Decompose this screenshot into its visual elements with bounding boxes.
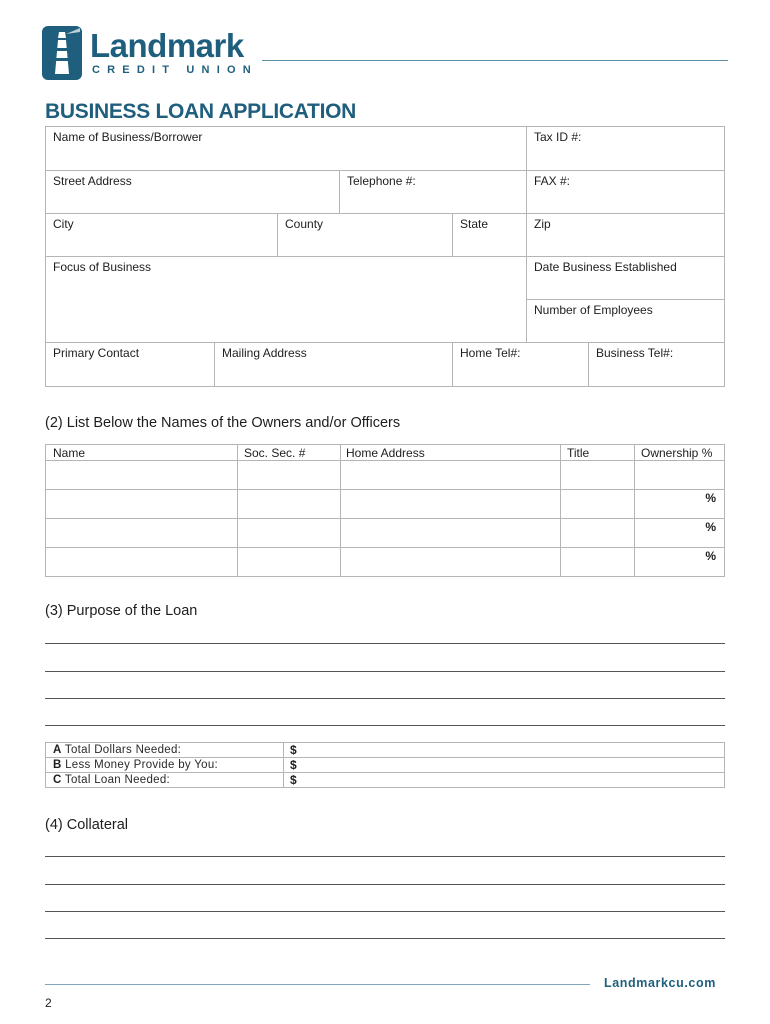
city-field[interactable]	[46, 214, 278, 257]
col-divider	[560, 445, 561, 576]
zip-field[interactable]	[527, 214, 724, 257]
state-field[interactable]	[453, 214, 527, 257]
less-money-row: B Less Money Provide by You:	[53, 759, 219, 771]
date-established-field[interactable]	[527, 257, 724, 300]
fax-label: FAX #:	[534, 174, 571, 188]
purpose-heading: (3) Purpose of the Loan	[45, 603, 198, 619]
business-tel-field[interactable]	[589, 343, 724, 386]
total-loan-row: C Total Loan Needed:	[53, 774, 171, 786]
col-name: Name	[53, 446, 86, 460]
home-tel-field[interactable]	[453, 343, 589, 386]
dollars-table	[45, 742, 725, 788]
footer-divider	[45, 984, 590, 985]
col-title: Title	[567, 446, 590, 460]
tax-id-label: Tax ID #:	[534, 130, 582, 144]
primary-contact-field[interactable]	[46, 343, 215, 386]
primary-contact-label: Primary Contact	[53, 346, 140, 360]
collateral-line[interactable]	[45, 911, 725, 912]
employees-label: Number of Employees	[534, 303, 653, 317]
owners-table	[45, 444, 725, 577]
row-divider	[46, 547, 724, 548]
focus-of-business-label: Focus of Business	[53, 260, 152, 274]
ownership-pct-row4: %	[705, 549, 716, 563]
collateral-line[interactable]	[45, 884, 725, 885]
business-tel-label: Business Tel#:	[596, 346, 674, 360]
logo-wordmark: Landmark	[90, 27, 244, 64]
footer-website-link[interactable]: Landmarkcu.com	[604, 976, 716, 990]
col-ownership: Ownership %	[641, 446, 713, 460]
mailing-address-label: Mailing Address	[222, 346, 307, 360]
collateral-line[interactable]	[45, 938, 725, 939]
owners-heading: (2) List Below the Names of the Owners and/or Officers	[45, 415, 401, 431]
row-divider	[46, 460, 724, 461]
telephone-label: Telephone #:	[347, 174, 416, 188]
collateral-line[interactable]	[45, 856, 725, 857]
county-field[interactable]	[278, 214, 453, 257]
row-divider	[46, 489, 724, 490]
page-number: 2	[45, 996, 52, 1010]
business-name-field[interactable]	[46, 127, 527, 171]
collateral-heading: (4) Collateral	[45, 817, 128, 833]
business-name-label: Name of Business/Borrower	[53, 130, 203, 144]
business-info-grid	[45, 126, 725, 387]
purpose-line[interactable]	[45, 725, 725, 726]
landmark-logo	[40, 22, 260, 84]
col-divider	[283, 743, 284, 787]
focus-of-business-field[interactable]	[46, 257, 527, 343]
row-divider	[46, 757, 724, 758]
total-dollars-input[interactable]: $	[290, 743, 297, 757]
street-address-label: Street Address	[53, 174, 132, 188]
row-divider	[46, 772, 724, 773]
total-loan-input[interactable]: $	[290, 773, 297, 787]
date-established-label: Date Business Established	[534, 260, 677, 274]
col-divider	[634, 445, 635, 576]
logo-subtitle: CREDIT UNION	[92, 64, 258, 76]
city-label: City	[53, 217, 74, 231]
purpose-line[interactable]	[45, 671, 725, 672]
zip-label: Zip	[534, 217, 551, 231]
ownership-pct-row2: %	[705, 491, 716, 505]
col-ssn: Soc. Sec. #	[244, 446, 306, 460]
state-label: State	[460, 217, 489, 231]
employees-field[interactable]	[527, 300, 724, 343]
col-home-address: Home Address	[346, 446, 425, 460]
purpose-line[interactable]	[45, 643, 725, 644]
less-money-input[interactable]: $	[290, 758, 297, 772]
tax-id-field[interactable]	[527, 127, 724, 171]
col-divider	[237, 445, 238, 576]
street-address-field[interactable]	[46, 171, 340, 214]
purpose-line[interactable]	[45, 698, 725, 699]
total-dollars-row: A Total Dollars Needed:	[53, 744, 182, 756]
mailing-address-field[interactable]	[215, 343, 453, 386]
county-label: County	[285, 217, 324, 231]
row-divider	[46, 518, 724, 519]
col-divider	[340, 445, 341, 576]
lighthouse-icon	[42, 22, 82, 80]
telephone-field[interactable]	[340, 171, 527, 214]
page-title: BUSINESS LOAN APPLICATION	[45, 100, 357, 123]
header-divider	[262, 60, 728, 61]
ownership-pct-row3: %	[705, 520, 716, 534]
home-tel-label: Home Tel#:	[460, 346, 521, 360]
fax-field[interactable]	[527, 171, 724, 214]
